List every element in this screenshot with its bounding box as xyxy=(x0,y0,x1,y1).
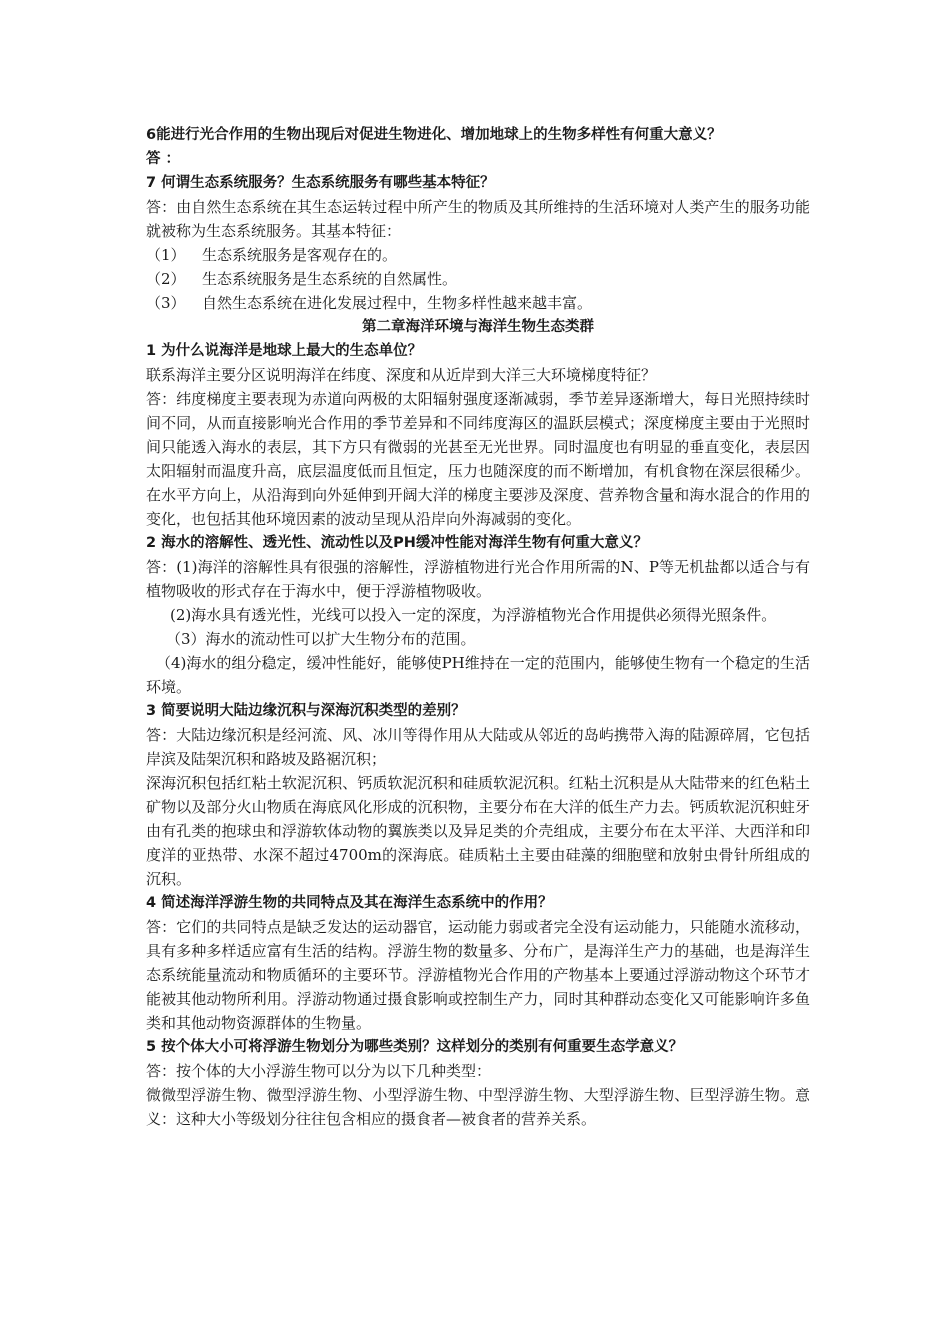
chapter2-answer-1: 答：纬度梯度主要表现为赤道向两极的太阳辐射强度逐渐减弱，季节差异逐渐增大，每日光照持续时间不同，从而直接影响光合作用的季节差异和不同纬度海区的温跃层模式；深度梯度主要由于光照时间只能透入海水的表层，其下方只有微弱的光甚至无光世界。同时温度也有明显的垂直变化，表层因太阳辐射而温度升高，底层温度低而且恒定，压力也随深度的而不断增加，有机食物在深层很稀少。在水平方向上，从沿海到向外延伸到开阔大洋的梯度主要涉及深度、营养物含量和海水混合的作用的变化，也包括其他环境因素的波动呈现从沿岸向外海减弱的变化。 xyxy=(146,390,810,528)
chapter-title: 第二章海洋环境与海洋生物生态类群 xyxy=(362,319,594,335)
chapter2-answer-3-part1: 答：大陆边缘沉积是经河流、风、冰川等得作用从大陆或从邻近的岛屿携带入海的陆源碎屑，它包括岸滨及陆架沉积和路坡及路裾沉积； xyxy=(146,726,810,768)
chapter2-question-4: 4 简述海洋浮游生物的共同特点及其在海洋生态系统中的作用？ xyxy=(146,895,553,911)
chapter2-answer-3-part2: 深海沉积包括红粘土软泥沉积、钙质软泥沉积和硅质软泥沉积。红粘土沉积是从大陆带来的红色粘土矿物以及部分火山物质在海底风化形成的沉积物，主要分布在大洋的低生产力去。钙质软泥沉积蛀牙由有孔类的抱球虫和浮游软体动物的翼族类以及异足类的介壳组成，主要分布在太平洋、大西洋和印度洋的亚热带、水深不超过4700m的深海底。硅质粘土主要由硅藻的细胞壁和放射虫骨针所组成的沉积。 xyxy=(146,774,810,888)
chapter2-question-3: 3 简要说明大陆边缘沉积与深海沉积类型的差别？ xyxy=(146,703,466,719)
chapter2-answer-2-part3: （3）海水的流动性可以扩大生物分布的范围。 xyxy=(166,630,476,648)
chapter2-subquestion-1: 联系海洋主要分区说明海洋在纬度、深度和从近岸到大洋三大环境梯度特征？ xyxy=(146,366,657,384)
chapter2-answer-2-part4: （4)海水的组分稳定，缓冲性能好，能够使PH维持在一定的范围内，能够使生物有一个稳定的生活环境。 xyxy=(146,654,810,696)
answer-7: 答：由自然生态系统在其生态运转过程中所产生的物质及其所维持的生活环境对人类产生的服务功能就被称为生态系统服务。其基本特征： xyxy=(146,198,810,240)
list-item-text: 生态系统服务是生态系统的自然属性。 xyxy=(202,270,458,288)
list-item-number: （3） xyxy=(146,294,186,312)
list-item xyxy=(146,291,810,315)
chapter2-question-1: 1 为什么说海洋是地球上最大的生态单位？ xyxy=(146,343,423,359)
question-6: 6能进行光合作用的生物出现后对促进生物进化、增加地球上的生物多样性有何重大意义？ xyxy=(146,127,722,143)
chapter2-answer-5-part1: 答：按个体的大小浮游生物可以分为以下几种类型： xyxy=(146,1062,492,1080)
list-item-text: 生态系统服务是客观存在的。 xyxy=(202,246,398,264)
chapter2-question-5: 5 按个体大小可将浮游生物划分为哪些类别？这样划分的类别有何重要生态学意义？ xyxy=(146,1039,684,1055)
chapter2-question-2: 2 海水的溶解性、透光性、流动性以及PH缓冲性能对海洋生物有何重大意义？ xyxy=(146,535,648,551)
document-page xyxy=(146,123,810,1131)
list-item xyxy=(146,267,810,291)
chapter2-answer-2-part2: (2)海水具有透光性，光线可以投入一定的深度，为浮游植物光合作用提供必须得光照条件。 xyxy=(170,606,777,624)
chapter2-answer-4: 答：它们的共同特点是缺乏发达的运动器官，运动能力弱或者完全没有运动能力，只能随水流移动，具有多种多样适应富有生活的结构。浮游生物的数量多、分布广，是海洋生产力的基础，也是海洋生态系统能量流动和物质循环的主要环节。浮游植物光合作用的产物基本上要通过浮游动物这个环节才能被其他动物所利用。浮游动物通过摄食影响或控制生产力，同时其种群动态变化又可能影响许多鱼类和其他动物资源群体的生物量。 xyxy=(146,918,810,1032)
list-item-number: （1） xyxy=(146,246,186,264)
question-7: 7 何谓生态系统服务？生态系统服务有哪些基本特征？ xyxy=(146,175,495,191)
list-item-number: （2） xyxy=(146,270,186,288)
list-item-text: 自然生态系统在进化发展过程中，生物多样性越来越丰富。 xyxy=(202,294,593,312)
chapter2-answer-2-part1: 答：(1)海洋的溶解性具有很强的溶解性，浮游植物进行光合作用所需的N、P等无机盐都以适合与有植物吸收的形式存在于海水中，便于浮游植物吸收。 xyxy=(146,558,810,600)
list-item xyxy=(146,243,810,267)
answer-6-label: 答 ： xyxy=(146,151,181,167)
chapter2-answer-5-part2: 微微型浮游生物、微型浮游生物、小型浮游生物、中型浮游生物、大型浮游生物、巨型浮游生物。意义：这种大小等级划分往往包含相应的摄食者—被食者的营养关系。 xyxy=(146,1086,810,1128)
